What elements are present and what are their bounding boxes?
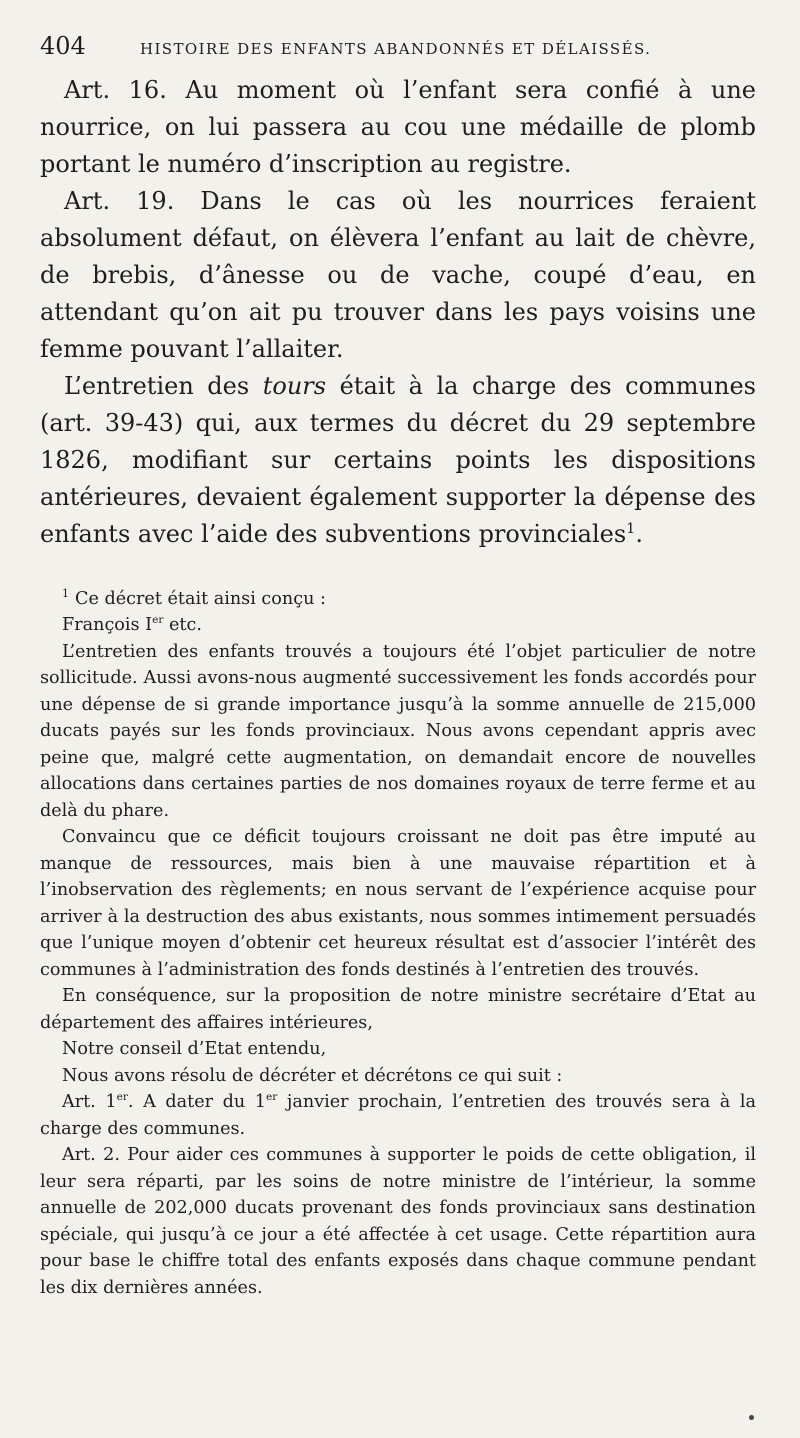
footnote-paragraph-2: Convaincu que ce déficit toujours croissant ne doit pas être imputé au manque de ressources, mais bien à une mauvaise répartition et à l’inobservation des règlements; en nous servant de l’expérience acquise pour arriver à la destruction des abus existants, nous sommes intimement persuadés que l’unique moyen d’obtenir cet heureux résultat est d’associer l’intérêt des communes à l’administration des fonds destinés à l’entretien des trouvés.	[40, 827, 756, 980]
tours-paragraph-start: L’entretien des	[64, 372, 263, 400]
running-header	[40, 32, 756, 60]
running-title: HISTOIRE DES ENFANTS ABANDONNÉS ET DÉLAISSÉS.	[140, 40, 652, 58]
footnote-marker: 1	[62, 587, 69, 600]
tours-word: tours	[262, 372, 327, 400]
decree-article-2: Art. 2. Pour aider ces communes à supporter le poids de cette obligation, il leur sera réparti, par les soins de notre ministre de l’intérieur, la somme annuelle de 202,000 ducats provenant des fonds provinciaux sans destination spéciale, qui jusqu’à ce jour a été affectée à cet usage. Cette répartition aura pour base le chiffre total des enfants exposés dans chaque commune pendant les dix dernières années.	[40, 1145, 756, 1298]
footnote-paragraph-4: Notre conseil d’Etat entendu,	[62, 1039, 327, 1060]
footnote-reference: 1	[626, 521, 636, 537]
footnote	[40, 581, 756, 1301]
footnote-paragraph-3: En conséquence, sur la proposition de notre ministre secrétaire d’Etat au département des affaires intérieures,	[40, 986, 756, 1033]
decree-article-1-sup1: er	[116, 1091, 128, 1104]
decree-article-1	[40, 1089, 756, 1142]
tours-paragraph-end: était à la charge des communes (art. 39-43) qui, aux termes du décret du 29 septembre 1826, modifiant sur certains points les dispositions antérieures, devaient également supporter la dépense des enfants avec l’aide des subventions provinciales	[40, 372, 756, 548]
decree-article-1-c: janvier prochain, l’entretien des trouvés sera à la charge des communes.	[40, 1092, 756, 1139]
main-text	[40, 72, 756, 553]
footnote-sovereign	[40, 612, 756, 639]
footnote-paragraph-5: Nous avons résolu de décréter et décrétons ce qui suit :	[62, 1065, 563, 1086]
article-19-paragraph: Art. 19. Dans le cas où les nourrices feraient absolument défaut, on élèvera l’enfant au lait de chèvre, de brebis, d’ânesse ou de vache, coupé d’eau, en attendant qu’on ait pu trouver dans les pays voisins une femme pouvant l’allaiter.	[40, 187, 756, 363]
ink-dot	[749, 1415, 754, 1420]
article-16-paragraph: Art. 16. Au moment où l’enfant sera confié à une nourrice, on lui passera au cou une médaille de plomb portant le numéro d’inscription au registre.	[40, 76, 756, 178]
footnote-paragraph-1: L’entretien des enfants trouvés a toujours été l’objet particulier de notre sollicitude. Aussi avons-nous augmenté successivement les fonds accordés pour une dépense de si grande importance jusqu’à la somme annuelle de 215,000 ducats payés sur les fonds provinciaux. Nous avons cependant appris avec peine que, malgré cette augmentation, on demandait encore de nouvelles allocations dans certaines parties de nos domaines royaux de terre ferme et au delà du phare.	[40, 641, 756, 821]
footnote-intro	[40, 581, 756, 612]
tours-paragraph	[40, 368, 756, 553]
sovereign-etc: etc.	[163, 615, 202, 636]
sovereign-ordinal: er	[152, 614, 164, 627]
footnote-intro-text: Ce décret était ainsi conçu :	[75, 588, 326, 609]
page-number: 404	[40, 32, 86, 60]
decree-article-1-a: Art. 1	[62, 1092, 117, 1113]
sovereign-name: François I	[62, 615, 153, 636]
tours-paragraph-tail: .	[635, 520, 643, 548]
decree-article-1-b: . A dater du 1	[127, 1092, 267, 1113]
decree-article-1-sup2: er	[266, 1091, 278, 1104]
